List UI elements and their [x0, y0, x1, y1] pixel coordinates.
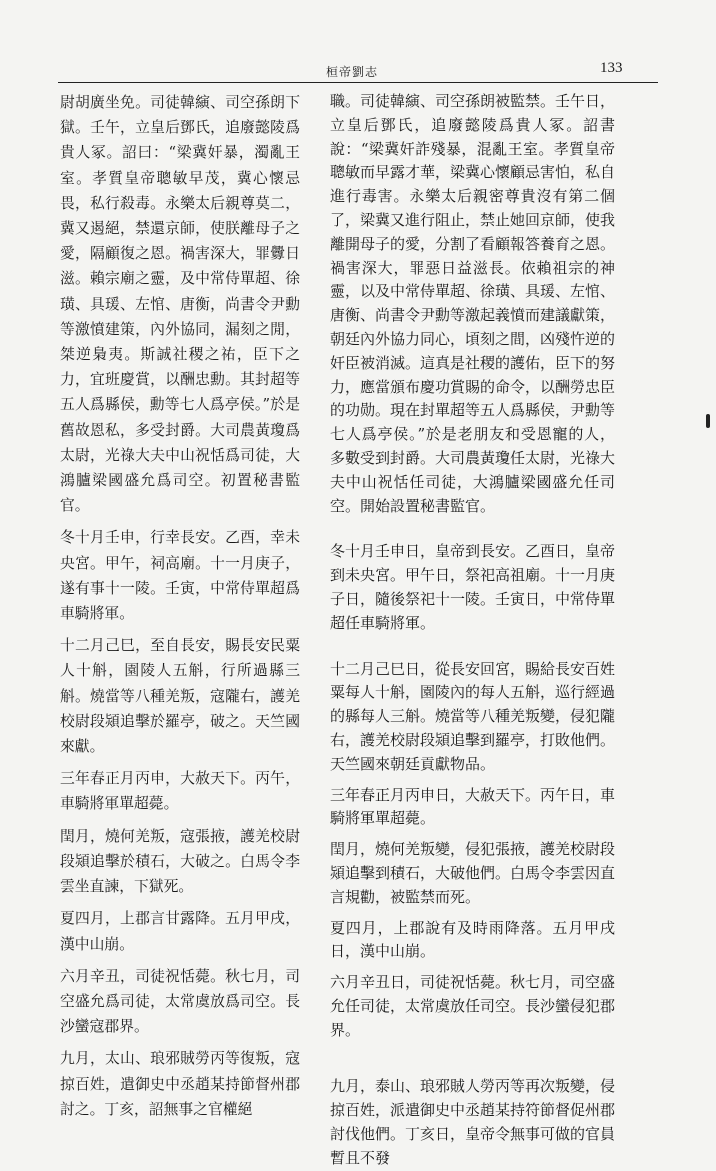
- page-edge-mark: [706, 414, 710, 428]
- classical-paragraph-8: 九月，太山、琅邪賊勞丙等復叛，寇掠百姓，遣御史中丞趙某持節督州郡討之。丁亥，詔無事之官權絕: [60, 1050, 300, 1118]
- classical-paragraph-5: 閏月，燒何羌叛，寇張掖，護羌校尉段熲追擊於積石，大破之。白馬令李雲坐直諫，下獄死。: [60, 827, 300, 896]
- translation-paragraph-3: 十二月己巳日，從長安回宮，賜給長安百姓粟每人十斛，園陵內的每人五斛，巡行經過的縣每人三斛。燒當等八種羌叛變，侵犯隴右，護羌校尉段熲追擊到羅亭，打敗他們。天竺國來朝廷貢獻物品。: [330, 659, 616, 773]
- translation-text-column: [330, 90, 615, 1171]
- classical-paragraph-2: 冬十月壬申，行幸長安。乙酉，幸未央宮。甲午，祠高廟。十一月庚子，遂有事十一陵。壬寅，中常侍單超爲車騎將軍。: [60, 529, 300, 623]
- header-rule: [58, 82, 658, 83]
- translation-paragraph-7: 六月辛丑日，司徒祝恬薨。秋七月，司空盛允任司徒，太常虞放任司空。長沙蠻侵犯郡界。: [330, 973, 616, 1039]
- page-number: 133: [600, 60, 623, 76]
- running-header-title: 桓帝劉志: [326, 65, 379, 79]
- classical-text-column: [60, 90, 300, 1122]
- classical-paragraph-7: 六月辛丑，司徒祝恬薨。秋七月，司空盛允爲司徒，太常虞放爲司空。長沙蠻寇郡界。: [60, 967, 300, 1036]
- translation-paragraph-5: 閏月，燒何羌叛變，侵犯張掖，護羌校尉段熲追擊到積石，大破他們。白馬令李雲因直言規勸，被監禁而死。: [330, 840, 616, 906]
- classical-paragraph-6: 夏四月，上郡言甘露降。五月甲戌，漢中山崩。: [60, 910, 300, 953]
- translation-paragraph-6: 夏四月，上郡說有及時雨降落。五月甲戌日，漢中山崩。: [330, 918, 615, 961]
- translation-paragraph-8: 九月，泰山、琅邪賊人勞丙等再次叛變，侵掠百姓，派遣御史中丞趙某持符節督促州郡討伐他們。丁亥日，皇帝令無事可做的官員暫且不發: [330, 1077, 616, 1167]
- classical-paragraph-4: 三年春正月丙申，大赦天下。丙午，車騎將軍單超薨。: [60, 770, 300, 813]
- translation-paragraph-2: 冬十月壬申日，皇帝到長安。乙酉日，皇帝到未央宮。甲午日，祭祀高祖廟。十一月庚子日，隨後祭祀十一陵。壬寅日，中常侍單超任車騎將軍。: [330, 542, 616, 632]
- classical-paragraph-3: 十二月己巳，至自長安，賜長安民粟人十斛，園陵人五斛，行所過縣三斛。燒當等八種羌叛，寇隴右，護羌校尉段熲追擊於羅亭，破之。天竺國來獻。: [60, 637, 300, 756]
- translation-paragraph-4: 三年春正月丙申日，大赦天下。丙午日，車騎將軍單超薨。: [330, 785, 616, 828]
- translation-paragraph-1: 職。司徒韓縯、司空孫朗被監禁。壬午日，立皇后鄧氏，追廢懿陵爲貴人冢。詔書說：“梁冀奸詐殘暴，混亂王室。孝質皇帝聰敏而早露才華，梁冀心懷顧忌害怕，私自進行毒害。永樂太后親密尊貴沒有第二個了，梁冀又進行阻止，禁止她回京師，使我離開母子的愛，分割了看顧報答養育之恩。禍害深大，罪惡日益滋長。依賴祖宗的神靈，以及中常侍單超、徐璜、具瑗、左悺、唐衡、尚書令尹勳等激起義憤而建議獻策，朝廷內外協力同心，頃刻之間，凶殘忤逆的奸臣被消滅。這真是社稷的護佑，臣下的努力，應當頒布慶功賞賜的命令，以酬勞忠臣的功勋。現在封單超等五人爲縣侯，尹勳等七人爲亭侯。”於是老朋友和受恩寵的人，多數受到封爵。大司農黃瓊任太尉，光祿大夫中山祝恬任司徒，大鴻臚梁國盛允任司空。開始設置秘書監官。: [330, 92, 616, 515]
- classical-paragraph-1: 尉胡廣坐免。司徒韓縯、司空孫朗下獄。壬午，立皇后鄧氏，追廢懿陵爲貴人冢。詔曰：“梁冀奸暴，濁亂王室。孝質皇帝聰敏早茂，冀心懷忌畏，私行殺毒。永樂太后親尊莫二，冀又遏絕，禁還京師，使朕離母子之愛，隔顧復之恩。禍害深大，罪釁日滋。賴宗廟之靈，及中常侍單超、徐璜、具瑗、左悺、唐衡，尚書令尹勳等激憤建策，內外協同，漏刻之閒，桀逆梟夷。斯誠社稷之祐，臣下之力，宜班慶賞，以酬忠勳。其封超等五人爲縣侯，勳等七人爲亭侯。”於是舊故恩私，多受封爵。大司農黃瓊爲太尉，光祿大夫中山祝恬爲司徒，大鴻臚梁國盛允爲司空。初置秘書監官。: [60, 94, 300, 515]
